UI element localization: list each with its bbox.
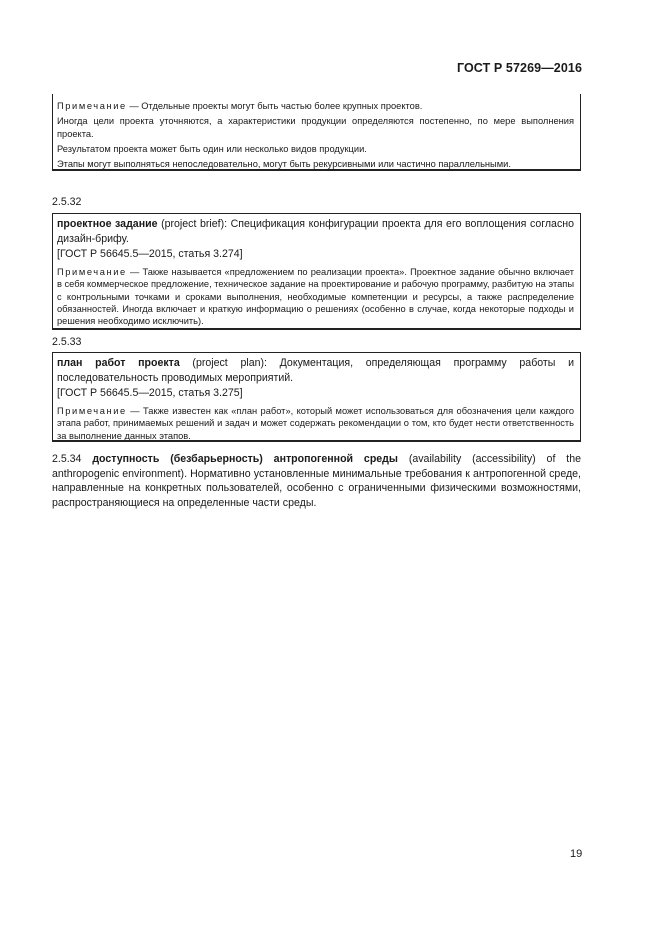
definition-text: (project plan): Документация, определяющая программу работы и последовательность проводимых мероприятий. xyxy=(57,357,574,384)
term-name: план работ проекта xyxy=(57,357,180,369)
note-label: Примечание xyxy=(57,405,127,416)
term-note xyxy=(57,405,574,442)
term-reference: [ГОСТ Р 56645.5—2015, статья 3.275] xyxy=(57,387,243,400)
page-number: 19 xyxy=(570,848,583,860)
term-box-project-plan xyxy=(52,352,581,442)
note-4: Этапы могут выполняться непоследовательно, могут быть рекурсивными или частично параллельными. xyxy=(57,158,511,169)
section-number-2-5-34: 2.5.34 xyxy=(52,453,93,465)
term-availability xyxy=(52,452,581,510)
note-1 xyxy=(57,100,574,113)
term-note xyxy=(57,266,574,328)
note-label: Примечание xyxy=(57,266,127,277)
definition-text: (availability (accessibility) of the anthropogenic environment). Нормативно установленные минимальные требования к антропогенной среде, направленные на конкретных пользователей, особенно с ограниченными физическими возможностями, распространяющиеся на определенные части среды. xyxy=(52,453,581,509)
term-name: проектное задание xyxy=(57,218,158,230)
note-3: Результатом проекта может быть один или несколько видов продукции. xyxy=(57,143,367,154)
document-header: ГОСТ Р 57269—2016 xyxy=(456,61,582,75)
note-text: — Также известен как «план работ», который может использоваться для обозначения цели каждого этапа работ, принимаемых решений и задач и может содержать рекомендации о том, кто будет нести ответственность за выполнение данных этапов. xyxy=(57,405,574,441)
section-number-2-5-33: 2.5.33 xyxy=(52,336,82,348)
note-2: Иногда цели проекта уточняются, а характеристики продукции определяются постепенно, по мере выполнения проекта. xyxy=(57,116,574,139)
note-text: — Также называется «предложением по реализации проекта». Проектное задание обычно включает в себя коммерческое предложение, техническое задание на проектирование и рабочую программу, разбитую на этапы с контрольными точками и сроками выполнения, необходимые компетенции и ресурсы, а также распределение обязанностей. Иногда включает и краткую информацию о решениях (особенно в случае, когда некоторые подходы и решения необходимо исключить). xyxy=(57,266,574,327)
definition-text: (project brief): Спецификация конфигурации проекта для его воплощения согласно дизайн-брифу. xyxy=(57,218,574,245)
term-name: доступность (безбарьерность) антропогенной среды xyxy=(92,453,398,465)
section-number-2-5-32: 2.5.32 xyxy=(52,196,82,208)
term-definition xyxy=(57,217,574,246)
term-reference: [ГОСТ Р 56645.5—2015, статья 3.274] xyxy=(57,248,243,261)
term-box-project-brief xyxy=(52,213,581,330)
note-label: Примечание xyxy=(57,101,127,111)
notes-box xyxy=(52,94,581,171)
note-text: — Отдельные проекты могут быть частью более крупных проектов. xyxy=(126,101,423,111)
term-definition xyxy=(57,356,574,385)
